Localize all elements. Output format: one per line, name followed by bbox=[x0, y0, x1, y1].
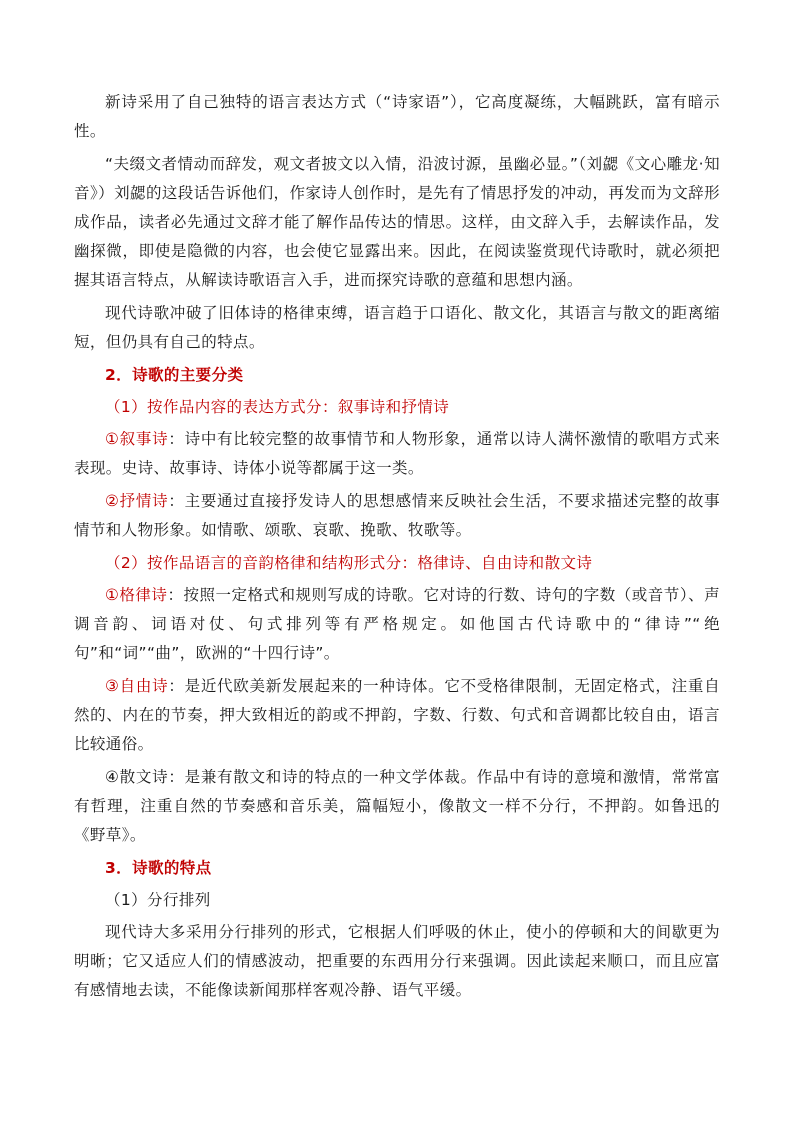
item-prose-poem bbox=[74, 763, 720, 850]
term-free-verse: ③自由诗 bbox=[105, 677, 169, 695]
item-metrical-poem bbox=[74, 581, 720, 668]
section-heading-features: 3．诗歌的特点 bbox=[105, 859, 212, 877]
subheading-by-expression: （1）按作品内容的表达方式分：叙事诗和抒情诗 bbox=[105, 398, 450, 416]
item-lyric-poem bbox=[74, 487, 720, 545]
item-narrative-poem bbox=[74, 425, 720, 483]
section-heading-classification: 2．诗歌的主要分类 bbox=[105, 366, 244, 384]
definition-free-verse: ：是近代欧美新发展起来的一种诗体。它不受格律限制，无固定格式，注重自然的、内在的节奏，押大致相近的韵或不押韵，字数、行数、句式和音调都比较自由，语言比较通俗。 bbox=[74, 677, 720, 753]
item-free-verse bbox=[74, 672, 720, 759]
paragraph-line-arrangement: 现代诗大多采用分行排列的形式，它根据人们呼吸的休止，使小的停顿和大的间歇更为明晰；它又适应人们的情感波动，把重要的东西用分行来强调。因此读起来顺口，而且应富有感情地去读，不能像读新闻那样客观冷静、语气平缓。 bbox=[74, 923, 720, 999]
definition-lyric-poem: ：主要通过直接抒发诗人的思想感情来反映社会生活，不要求描述完整的故事情节和人物形象。如情歌、颂歌、哀歌、挽歌、牧歌等。 bbox=[74, 492, 720, 539]
term-prose-poem: ④散文诗 bbox=[105, 768, 169, 786]
definition-prose-poem: ：是兼有散文和诗的特点的一种文学体裁。作品中有诗的意境和激情，常常富有哲理，注重自然的节奏感和音乐美，篇幅短小，像散文一样不分行，不押韵。如鲁迅的《野草》。 bbox=[74, 768, 720, 844]
paragraph-poetic-language: 新诗采用了自己独特的语言表达方式（“诗家语”），它高度凝练，大幅跳跃，富有暗示性。 bbox=[74, 93, 720, 140]
paragraph-modern-poetry-language: 现代诗歌冲破了旧体诗的格律束缚，语言趋于口语化、散文化，其语言与散文的距离缩短，但仍具有自己的特点。 bbox=[74, 304, 720, 351]
definition-metrical-poem: ：按照一定格式和规则写成的诗歌。它对诗的行数、诗句的字数（或音节）、声调音韵、词语对仗、句式排列等有严格规定。如他国古代诗歌中的“律诗”“绝句”和“词”“曲”，欧洲的“十四行诗”。 bbox=[74, 586, 720, 662]
term-narrative-poem: ①叙事诗 bbox=[105, 430, 169, 448]
term-lyric-poem: ②抒情诗 bbox=[105, 492, 169, 510]
term-metrical-poem: ①格律诗 bbox=[105, 586, 168, 604]
definition-narrative-poem: ：诗中有比较完整的故事情节和人物形象，通常以诗人满怀激情的歌唱方式来表现。史诗、故事诗、诗体小说等都属于这一类。 bbox=[74, 430, 720, 477]
subheading-line-arrangement: （1）分行排列 bbox=[105, 891, 211, 909]
paragraph-liu-xie-quote: “夫缀文者情动而辞发，观文者披文以入情，沿波讨源，虽幽必显。”（刘勰《文心雕龙·知音》）刘勰的这段话告诉他们，作家诗人创作时，是先有了情思抒发的冲动，再发而为文辞形成作品，读者必先通过文辞才能了解作品传达的情思。这样，由文辞入手，去解读作品，发幽探微，即使是隐微的内容，也会使它显露出来。因此，在阅读鉴赏现代诗歌时，就必须把握其语言特点，从解读诗歌语言入手，进而探究诗歌的意蕴和思想内涵。 bbox=[74, 155, 720, 289]
subheading-by-form: （2）按作品语言的音韵格律和结构形式分：格律诗、自由诗和散文诗 bbox=[105, 554, 593, 572]
